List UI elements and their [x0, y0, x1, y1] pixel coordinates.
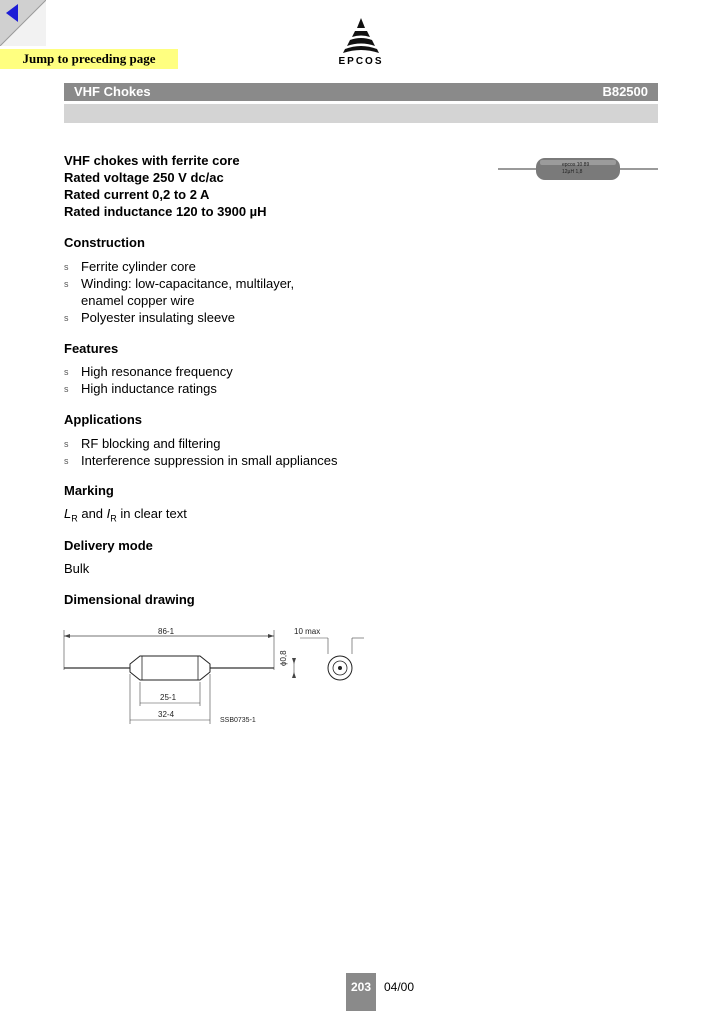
delivery-text: Bulk	[64, 561, 90, 576]
bullet-icon: s	[64, 384, 69, 394]
spec-line: Rated voltage 250 V dc/ac	[64, 170, 224, 185]
spec-line: Rated current 0,2 to 2 A	[64, 187, 210, 202]
back-button[interactable]	[0, 0, 46, 46]
photo-label-line1: epcos 10 89	[562, 162, 590, 168]
logo-text: EPCOS	[338, 56, 384, 67]
bullet-icon: s	[64, 439, 69, 449]
left-arrow-icon[interactable]	[0, 0, 46, 46]
list-item: s Winding: low-capacitance, multilayer,	[64, 276, 295, 291]
product-code: B82500	[602, 84, 648, 99]
dim-body-label: 25-1	[160, 693, 177, 702]
dim-diameter-label: 10 max	[294, 627, 321, 636]
drawing-id: SSB0735-1	[220, 717, 256, 724]
features-heading: Features	[64, 341, 119, 356]
page-number: 203	[346, 973, 376, 1011]
spec-line: VHF chokes with ferrite core	[64, 153, 240, 168]
list-item: s RF blocking and filtering	[64, 436, 221, 451]
jump-to-preceding-page-link[interactable]: Jump to preceding page	[0, 49, 178, 69]
list-item-continuation: enamel copper wire	[81, 293, 195, 308]
dim-total-label: 86-1	[158, 627, 175, 636]
list-item: s Interference suppression in small appliances	[64, 453, 338, 468]
drawing-heading: Dimensional drawing	[64, 592, 195, 607]
list-item: s Polyester insulating sleeve	[64, 310, 235, 325]
bullet-icon: s	[64, 456, 69, 466]
header-bar	[64, 83, 658, 101]
header-strip	[64, 104, 658, 123]
list-item: s Ferrite cylinder core	[64, 259, 196, 274]
list-item: s High resonance frequency	[64, 364, 233, 379]
dimensional-drawing	[60, 618, 380, 728]
epcos-logo	[330, 16, 392, 72]
dim-overall-body-label: 32-4	[158, 710, 175, 719]
marking-text: $L_R$ and $I_R$ in clear text	[64, 506, 187, 524]
bullet-icon: s	[64, 313, 69, 323]
bullet-icon: s	[64, 279, 69, 289]
marking-heading: Marking	[64, 483, 114, 498]
photo-label-line2: 12µH 1,8	[562, 169, 583, 175]
page-date: 04/00	[384, 980, 415, 994]
list-item: s High inductance ratings	[64, 381, 217, 396]
spec-line: Rated inductance 120 to 3900 µH	[64, 204, 267, 219]
construction-heading: Construction	[64, 235, 145, 250]
applications-heading: Applications	[64, 412, 143, 427]
spec-list	[64, 152, 267, 220]
bullet-icon: s	[64, 262, 69, 272]
delivery-heading: Delivery mode	[64, 538, 153, 553]
bullet-icon: s	[64, 367, 69, 377]
product-photo	[498, 152, 658, 186]
page-title: VHF Chokes	[74, 84, 151, 99]
dim-wire-label: ϕ0,8	[279, 650, 288, 666]
epcos-triangle-icon	[339, 16, 383, 54]
